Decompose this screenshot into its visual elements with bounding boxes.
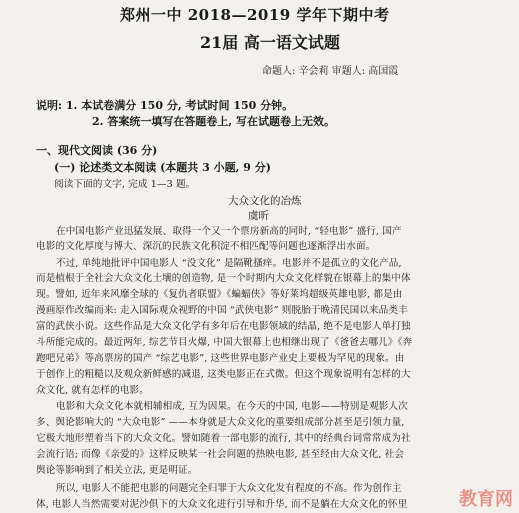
article-line: 舆论等影响到了相关立法, 更是明证。: [36, 465, 198, 476]
article-line: 斗所能完成的。最近两年, 综艺节目火爆, 中国大银幕上也相继出现了《爸爸去哪儿》《奔: [36, 337, 413, 348]
exam-subtitle: 21届 高一语文试题: [200, 33, 340, 52]
article-line: 漫画原作改编而来: 走入国际观众视野的中国 “武侠电影” 则脱胎于晚清民国以来品类丰: [36, 305, 408, 316]
exam-title: 郑州一中 2018—2019 学年下期中考: [120, 6, 390, 24]
exam-credits: 命题人: 辛会莉 审题人: 高国霞: [262, 66, 399, 77]
article-line: 在中国电影产业迅猛发展、取得一个又一个票房新高的同时, “轻电影” 盛行, 国产: [56, 226, 402, 237]
article-line: 会流行语; 而像《亲爱的》这样反映某一社会问题的热映电影, 甚至经由大众文化, 社会: [36, 449, 405, 460]
article-line: 现。譬如, 近年来风靡全球的《复仇者联盟》《蝙蝠侠》等好莱坞超级英雄电影, 都是由: [36, 289, 403, 300]
instruction-line-2: 2. 答案统一填写在答题卷上, 写在试题卷上无效。: [92, 115, 335, 128]
article-author: 虞昕: [248, 210, 269, 222]
instruction-line-1: 说明: 1. 本试卷满分 150 分, 考试时间 150 分钟。: [36, 99, 294, 112]
article-line: 所以, 电影人不能把电影的问题完全归罪于大众文化发有程度的不高。作为创作主: [56, 483, 402, 494]
article-line: 而是植根于全社会大众文化土壤的创造物, 是一个时期内大众文化样貌在银幕上的集中体: [36, 273, 411, 284]
article-line: 多、舆论影响大的 “大众电影” ——本身就是大众文化的重要组成部分甚至是引领力量,: [36, 417, 405, 428]
watermark-logo: 教育网: [459, 489, 513, 510]
article-line: 不过, 单纯地批评中国电影人 “没文化” 是隔靴搔痒。电影并不是孤立的文化产品,: [56, 258, 402, 269]
article-line: 众文化, 就有怎样的电影。: [36, 385, 149, 396]
article-line: 电影的文化厚度与博大、深沉的民族文化积淀不相匹配等问题也逐渐浮出水面。: [36, 241, 376, 252]
article-line: 电影和大众文化本就相辅相成, 互为因果。在今天的中国, 电影——特别是观影人次: [56, 401, 408, 412]
article-line: 体, 电影人当然需要对泥沙俱下的大众文化进行引导和升华, 而不是躺在大众文化的怀里: [36, 499, 408, 510]
section-subheading: (一) 论述类文本阅读 (本题共 3 小题, 9 分): [54, 161, 271, 174]
article-title: 大众文化的冶炼: [228, 195, 302, 207]
section-heading: 一、现代文阅读 (36 分): [36, 144, 158, 157]
article-line: 跑吧兄弟》等高票房的国产 “综艺电影”, 这些世界电影产业史上要极为罕见的现象。由: [36, 353, 405, 364]
section-prompt: 阅读下面的文字, 完成 1—3 题。: [54, 179, 196, 190]
article-line: 于创作上的粗糙以及观众新鲜感的减退, 这类电影正在式微。但这个现象说明有怎样的大: [36, 369, 411, 380]
article-line: 它极大地形塑着当下的大众文化。譬如随着一部电影的流行, 其中的经典台词常常成为社: [36, 433, 411, 444]
article-line: 富的武侠小说。这些作品是大众文化学有多年后在电影领域的结晶, 绝不是电影人单打独: [36, 321, 411, 332]
